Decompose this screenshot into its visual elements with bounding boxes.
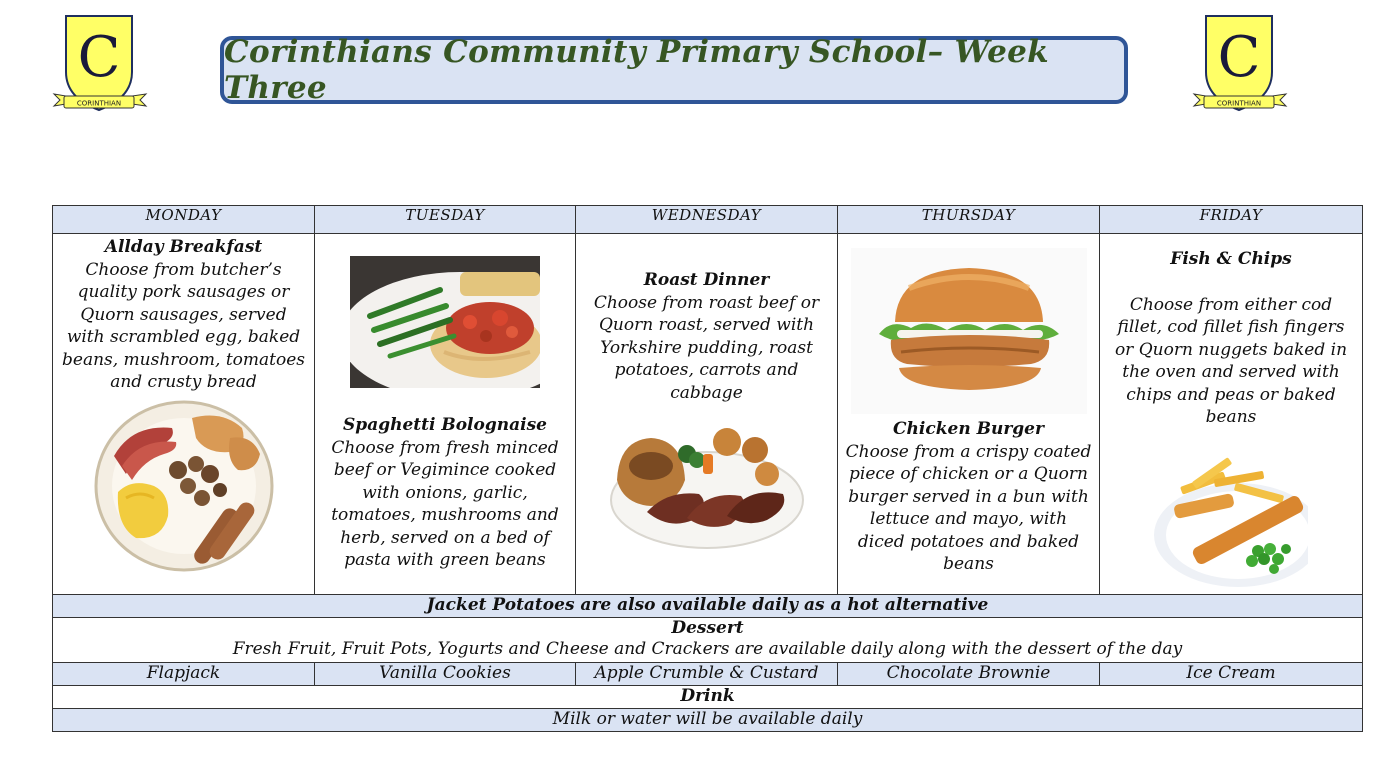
roast-dinner-plate-image [607, 420, 807, 552]
dessert-text: Fresh Fruit, Fruit Pots, Yogurts and Cheese and Crackers are available daily along with the dessert of the day [232, 639, 1183, 659]
day-thursday: THURSDAY [838, 206, 1100, 234]
dessert-wednesday: Apple Crumble & Custard [576, 663, 838, 686]
spaghetti-plate-image [350, 256, 540, 388]
meal-tuesday [315, 234, 576, 595]
jacket-row [53, 595, 1363, 618]
jacket-potatoes-note: Jacket Potatoes are also available daily as a hot alternative [53, 595, 1363, 618]
drink-heading: Drink [53, 686, 1363, 709]
dessert-cell [53, 618, 1363, 663]
svg-text:C: C [1217, 25, 1261, 90]
day-tuesday: TUESDAY [315, 206, 576, 234]
dessert-heading: Dessert [671, 618, 744, 638]
meal-monday [53, 234, 315, 595]
dessert-friday: Ice Cream [1100, 663, 1363, 686]
meal-wednesday [576, 234, 838, 595]
meal-description: Choose from either cod fillet, cod fillet fish fingers or Quorn nuggets baked in the oven and served with chips and peas or baked beans [1114, 294, 1348, 427]
dessert-row [53, 618, 1363, 663]
meal-friday [1100, 234, 1363, 595]
drink-heading-row [53, 686, 1363, 709]
dessert-tuesday: Vanilla Cookies [315, 663, 576, 686]
dessert-items-row [53, 663, 1363, 686]
fish-chips-plate-image [1154, 439, 1308, 587]
day-header-row [53, 206, 1363, 234]
meal-thursday [838, 234, 1100, 595]
day-wednesday: WEDNESDAY [576, 206, 838, 234]
drink-row [53, 709, 1363, 732]
meal-description: Choose from fresh minced beef or Vegimince cooked with onions, garlic, tomatoes, mushrooms and herb, served on a bed of pasta with green beans [331, 437, 559, 570]
school-logo-left [52, 14, 148, 114]
meals-row [53, 234, 1363, 595]
meal-name: Fish & Chips [1170, 249, 1292, 269]
day-friday: FRIDAY [1100, 206, 1363, 234]
chicken-burger-image [851, 248, 1087, 414]
breakfast-plate-image [92, 394, 276, 572]
dessert-monday: Flapjack [53, 663, 315, 686]
meal-name: Roast Dinner [643, 270, 770, 290]
meal-description: Choose from roast beef or Quorn roast, served with Yorkshire pudding, roast potatoes, carrots and cabbage [593, 292, 820, 403]
school-logo-right [1192, 14, 1288, 114]
drink-text: Milk or water will be available daily [53, 709, 1363, 732]
meal-description: Choose from butcher’s quality pork sausages or Quorn sausages, served with scrambled egg, baked beans, mushroom, tomatoes and crusty bread [62, 259, 305, 392]
title-banner [220, 36, 1128, 104]
svg-text:C: C [77, 25, 121, 90]
meal-name: Allday Breakfast [104, 237, 263, 257]
page-title: Corinthians Community Primary School– Week Three [224, 34, 1049, 106]
dessert-thursday: Chocolate Brownie [838, 663, 1100, 686]
svg-text:CORINTHIAN: CORINTHIAN [76, 99, 122, 108]
weekly-menu-table [52, 205, 1363, 732]
meal-name: Chicken Burger [893, 419, 1044, 439]
meal-name: Spaghetti Bolognaise [343, 415, 547, 435]
meal-description: Choose from a crispy coated piece of chicken or a Quorn burger served in a bun with lettuce and mayo, with diced potatoes and baked beans [845, 441, 1092, 574]
day-monday: MONDAY [53, 206, 315, 234]
svg-text:CORINTHIAN: CORINTHIAN [1216, 99, 1262, 108]
